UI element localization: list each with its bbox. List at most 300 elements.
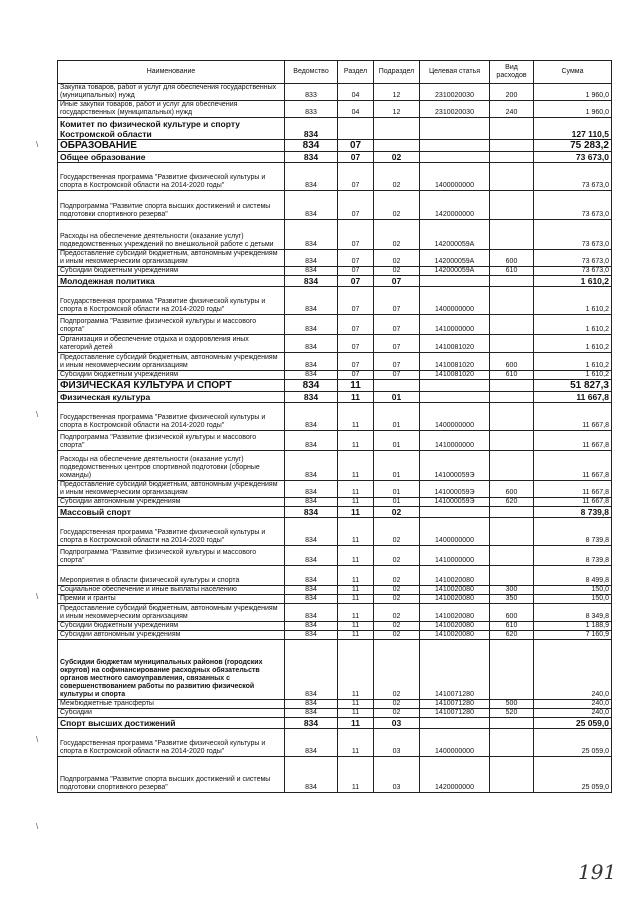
row-subsection: 03 [374,757,420,793]
row-name: Иные закупки товаров, работ и услуг для обеспечения государственных (муниципальных) нужд [58,101,285,118]
row-amount: 73 673,0 [534,163,612,191]
table-row [58,546,612,566]
row-department: 834 [285,595,338,604]
row-name: Предоставление субсидий бюджетным, автономным учреждениям и иным некоммерческим организациям [58,250,285,267]
table-row [58,586,612,595]
row-expense-type: 600 [490,604,534,622]
row-target-article: 1410020080 [420,566,490,586]
row-target-article: 1420000000 [420,191,490,220]
table-row [58,757,612,793]
table-row [58,380,612,392]
row-name: Физическая культура [58,392,285,403]
row-name: Расходы на обеспечение деятельности (оказание услуг) подведомственных центров спортивной подготовки (сборные команды) [58,451,285,481]
row-amount: 1 188,9 [534,622,612,631]
row-subsection: 03 [374,718,420,729]
row-target-article: 2310020030 [420,84,490,101]
row-department: 834 [285,191,338,220]
row-expense-type [490,380,534,392]
row-expense-type [490,220,534,250]
row-amount: 7 160,9 [534,631,612,640]
header-name: Наименование [58,61,285,84]
row-subsection: 01 [374,451,420,481]
row-subsection: 01 [374,481,420,498]
row-expense-type: 300 [490,586,534,595]
row-target-article: 1420000000 [420,757,490,793]
table-row [58,287,612,315]
table-row [58,431,612,451]
row-name: Закупка товаров, работ и услуг для обеспечения государственных (муниципальных) нужд [58,84,285,101]
row-section: 11 [338,595,374,604]
row-expense-type [490,518,534,546]
row-section: 04 [338,101,374,118]
row-name: Государственная программа "Развитие физической культуры и спорта в Костромской области на 2014-2020 годы" [58,403,285,431]
table-row [58,718,612,729]
row-section: 11 [338,481,374,498]
row-target-article [420,507,490,518]
row-department: 834 [285,118,338,140]
row-expense-type [490,729,534,757]
table-row [58,403,612,431]
row-target-article [420,140,490,152]
row-department: 834 [285,267,338,276]
header-section: Раздел [338,61,374,84]
table-row [58,631,612,640]
row-name: Мероприятия в области физической культуры и спорта [58,566,285,586]
row-section: 11 [338,431,374,451]
row-department: 834 [285,140,338,152]
row-expense-type: 240 [490,101,534,118]
row-subsection: 02 [374,267,420,276]
row-amount: 11 667,8 [534,481,612,498]
row-section: 11 [338,604,374,622]
row-subsection: 02 [374,507,420,518]
row-section: 07 [338,250,374,267]
row-department: 834 [285,709,338,718]
header-subsection: Подраздел [374,61,420,84]
row-name: Предоставление субсидий бюджетным, автономным учреждениям и иным некоммерческим организациям [58,604,285,622]
row-expense-type [490,392,534,403]
row-target-article: 1410071280 [420,709,490,718]
row-name: Подпрограмма "Развитие физической культуры и массового спорта" [58,546,285,566]
row-subsection: 02 [374,604,420,622]
row-target-article: 1410020080 [420,631,490,640]
row-department: 834 [285,566,338,586]
row-subsection: 07 [374,287,420,315]
row-target-article: 1410081020 [420,353,490,371]
row-amount: 1 610,2 [534,335,612,353]
row-section: 11 [338,700,374,709]
row-target-article: 1410081020 [420,371,490,380]
row-expense-type [490,287,534,315]
table-row [58,335,612,353]
row-amount: 73 673,0 [534,250,612,267]
row-section: 07 [338,315,374,335]
row-section: 11 [338,729,374,757]
row-expense-type: 620 [490,631,534,640]
row-department: 834 [285,220,338,250]
row-target-article: 1410071280 [420,700,490,709]
row-name: Социальное обеспечение и иные выплаты населению [58,586,285,595]
table-row [58,622,612,631]
budget-table [57,60,612,793]
row-amount: 11 667,8 [534,431,612,451]
row-amount: 25 059,0 [534,729,612,757]
row-department: 834 [285,335,338,353]
row-department: 833 [285,84,338,101]
budget-table-page [57,60,611,793]
row-subsection [374,118,420,140]
table-row [58,101,612,118]
table-row [58,729,612,757]
header-target-article: Целевая статья [420,61,490,84]
row-department: 834 [285,152,338,163]
row-expense-type [490,191,534,220]
row-expense-type [490,276,534,287]
table-row [58,84,612,101]
header-expense-type: Вид расходов [490,61,534,84]
row-section: 07 [338,267,374,276]
row-department: 834 [285,392,338,403]
row-department: 834 [285,718,338,729]
row-subsection: 02 [374,546,420,566]
row-target-article: 1410081020 [420,335,490,353]
row-subsection: 02 [374,152,420,163]
row-target-article: 2310020030 [420,101,490,118]
row-expense-type: 600 [490,353,534,371]
row-section: 07 [338,371,374,380]
row-expense-type [490,140,534,152]
row-amount: 11 667,8 [534,403,612,431]
row-section: 07 [338,287,374,315]
row-expense-type [490,163,534,191]
row-amount: 51 827,3 [534,380,612,392]
row-expense-type: 200 [490,84,534,101]
page-number: 191 [578,860,617,884]
row-subsection: 02 [374,220,420,250]
row-name: Массовый спорт [58,507,285,518]
row-name: Спорт высших достижений [58,718,285,729]
table-row [58,595,612,604]
row-subsection: 01 [374,403,420,431]
row-department: 834 [285,604,338,622]
row-target-article: 1400000000 [420,287,490,315]
row-subsection [374,140,420,152]
row-target-article: 1400000000 [420,518,490,546]
row-department: 834 [285,315,338,335]
row-section: 11 [338,518,374,546]
row-name: Подпрограмма "Развитие спорта высших достижений и системы подготовки спортивного резерва" [58,191,285,220]
row-target-article [420,380,490,392]
row-target-article [420,276,490,287]
row-subsection: 03 [374,729,420,757]
margin-mark: \ [36,735,39,744]
table-row [58,392,612,403]
row-expense-type: 500 [490,700,534,709]
row-subsection: 02 [374,640,420,700]
row-subsection: 01 [374,431,420,451]
row-amount: 1 610,2 [534,276,612,287]
row-target-article: 1410000000 [420,315,490,335]
row-expense-type: 520 [490,709,534,718]
row-amount: 1 610,2 [534,287,612,315]
table-row [58,700,612,709]
row-department: 834 [285,250,338,267]
row-name: Субсидии бюджетным учреждениям [58,622,285,631]
margin-mark: \ [36,140,39,149]
row-section: 11 [338,451,374,481]
table-row [58,191,612,220]
row-department: 834 [285,586,338,595]
row-department: 834 [285,622,338,631]
row-name: Премии и гранты [58,595,285,604]
row-amount: 25 059,0 [534,757,612,793]
row-name: Субсидии бюджетам муниципальных районов (городских округов) на софинансирование расходных обязательств органов местного самоуправления, связанных с совершенствованием работы по развитию физической культуры и спорта [58,640,285,700]
row-section: 07 [338,163,374,191]
row-amount: 8 739,8 [534,507,612,518]
row-subsection: 07 [374,353,420,371]
row-target-article: 141000059Э [420,451,490,481]
table-row [58,566,612,586]
row-name: ОБРАЗОВАНИЕ [58,140,285,152]
row-name: Государственная программа "Развитие физической культуры и спорта в Костромской области на 2014-2020 годы" [58,287,285,315]
row-expense-type: 620 [490,498,534,507]
row-amount: 1 960,0 [534,101,612,118]
table-row [58,276,612,287]
row-amount: 73 673,0 [534,220,612,250]
row-section: 11 [338,380,374,392]
row-department: 834 [285,380,338,392]
row-target-article: 1410000000 [420,431,490,451]
row-expense-type: 610 [490,267,534,276]
row-subsection: 02 [374,566,420,586]
row-amount: 127 110,5 [534,118,612,140]
row-target-article [420,392,490,403]
row-expense-type [490,315,534,335]
row-target-article [420,118,490,140]
row-target-article: 1410020080 [420,586,490,595]
row-section: 11 [338,718,374,729]
row-department: 834 [285,287,338,315]
row-expense-type [490,718,534,729]
row-subsection: 02 [374,586,420,595]
row-department: 834 [285,353,338,371]
row-target-article: 141000059Э [420,498,490,507]
row-amount: 8 739,8 [534,546,612,566]
row-amount: 1 610,2 [534,315,612,335]
row-target-article: 142000059А [420,250,490,267]
row-target-article: 1410071280 [420,640,490,700]
row-name: Расходы на обеспечение деятельности (оказание услуг) подведомственных учреждений по внешкольной работе с детьми [58,220,285,250]
row-target-article: 1400000000 [420,403,490,431]
row-target-article: 1410000000 [420,546,490,566]
table-row [58,371,612,380]
row-name: Подпрограмма "Развитие физической культуры и массового спорта" [58,315,285,335]
row-amount: 1 610,2 [534,371,612,380]
row-name: Молодежная политика [58,276,285,287]
row-amount: 11 667,8 [534,392,612,403]
row-amount: 150,0 [534,595,612,604]
row-target-article: 141000059Э [420,481,490,498]
header-amount: Сумма [534,61,612,84]
row-department: 834 [285,518,338,546]
table-row [58,481,612,498]
row-department: 834 [285,640,338,700]
row-subsection: 12 [374,84,420,101]
row-amount: 1 960,0 [534,84,612,101]
row-subsection: 07 [374,276,420,287]
row-name: ФИЗИЧЕСКАЯ КУЛЬТУРА И СПОРТ [58,380,285,392]
row-subsection: 12 [374,101,420,118]
row-section: 07 [338,191,374,220]
row-name: Комитет по физической культуре и спорту Костромской области [58,118,285,140]
table-row [58,220,612,250]
row-expense-type: 610 [490,622,534,631]
row-name: Государственная программа "Развитие физической культуры и спорта в Костромской области на 2014-2020 годы" [58,163,285,191]
row-section: 11 [338,498,374,507]
row-section: 11 [338,709,374,718]
row-name: Организация и обеспечение отдыха и оздоровления иных категорий детей [58,335,285,353]
row-department: 833 [285,101,338,118]
table-row [58,498,612,507]
row-section: 11 [338,622,374,631]
row-amount: 11 667,8 [534,498,612,507]
row-amount: 1 610,2 [534,353,612,371]
header-department: Ведомство [285,61,338,84]
row-name: Субсидии [58,709,285,718]
row-amount: 25 059,0 [534,718,612,729]
row-expense-type [490,152,534,163]
table-row [58,163,612,191]
row-section: 11 [338,586,374,595]
row-subsection: 07 [374,371,420,380]
row-section: 11 [338,403,374,431]
row-target-article: 1410020080 [420,622,490,631]
row-amount: 240,0 [534,640,612,700]
row-subsection: 02 [374,622,420,631]
row-expense-type: 600 [490,250,534,267]
row-section: 11 [338,631,374,640]
row-section: 07 [338,276,374,287]
table-row [58,140,612,152]
table-row [58,267,612,276]
table-row [58,315,612,335]
row-subsection: 07 [374,335,420,353]
table-row [58,451,612,481]
row-section: 11 [338,640,374,700]
table-row [58,250,612,267]
row-amount: 73 673,0 [534,267,612,276]
row-department: 834 [285,729,338,757]
row-expense-type [490,403,534,431]
row-expense-type [490,757,534,793]
row-expense-type [490,451,534,481]
row-department: 834 [285,431,338,451]
row-department: 834 [285,403,338,431]
row-subsection: 07 [374,315,420,335]
table-row [58,152,612,163]
row-subsection: 02 [374,191,420,220]
row-section: 07 [338,353,374,371]
row-target-article: 1400000000 [420,163,490,191]
row-expense-type: 600 [490,481,534,498]
table-row [58,709,612,718]
row-name: Субсидии бюджетным учреждениям [58,267,285,276]
row-target-article [420,152,490,163]
row-amount: 8 349,8 [534,604,612,622]
row-name: Субсидии автономным учреждениям [58,498,285,507]
row-section: 11 [338,546,374,566]
row-department: 834 [285,700,338,709]
row-expense-type [490,335,534,353]
margin-mark: \ [36,822,39,831]
row-expense-type: 610 [490,371,534,380]
row-subsection: 01 [374,498,420,507]
row-amount: 73 673,0 [534,191,612,220]
row-name: Подпрограмма "Развитие спорта высших достижений и системы подготовки спортивного резерва" [58,757,285,793]
row-amount: 8 739,8 [534,518,612,546]
row-subsection: 02 [374,595,420,604]
row-expense-type [490,507,534,518]
margin-mark: \ [36,410,39,419]
row-amount: 11 667,8 [534,451,612,481]
row-department: 834 [285,163,338,191]
row-name: Предоставление субсидий бюджетным, автономным учреждениям и иным некоммерческим организациям [58,481,285,498]
row-name: Общее образование [58,152,285,163]
row-department: 834 [285,507,338,518]
row-target-article: 142000059А [420,267,490,276]
row-section: 11 [338,392,374,403]
row-department: 834 [285,757,338,793]
row-expense-type [490,431,534,451]
row-name: Субсидии бюджетным учреждениям [58,371,285,380]
row-amount: 240,0 [534,700,612,709]
row-name: Государственная программа "Развитие физической культуры и спорта в Костромской области на 2014-2020 годы" [58,518,285,546]
row-name: Межбюджетные трансферты [58,700,285,709]
row-department: 834 [285,451,338,481]
row-subsection: 02 [374,250,420,267]
row-department: 834 [285,276,338,287]
row-amount: 75 283,2 [534,140,612,152]
row-expense-type [490,546,534,566]
row-section: 07 [338,220,374,250]
row-name: Государственная программа "Развитие физической культуры и спорта в Костромской области на 2014-2020 годы" [58,729,285,757]
row-department: 834 [285,371,338,380]
table-row [58,604,612,622]
row-section: 04 [338,84,374,101]
row-expense-type [490,118,534,140]
row-department: 834 [285,498,338,507]
row-subsection [374,380,420,392]
row-target-article: 142000059А [420,220,490,250]
row-target-article [420,718,490,729]
row-target-article: 1400000000 [420,729,490,757]
row-department: 834 [285,481,338,498]
row-expense-type [490,566,534,586]
row-target-article: 1410020080 [420,604,490,622]
row-department: 834 [285,546,338,566]
row-name: Субсидии автономным учреждениям [58,631,285,640]
table-header-row [58,61,612,84]
row-section: 11 [338,757,374,793]
row-amount: 240,0 [534,709,612,718]
row-amount: 8 499,8 [534,566,612,586]
table-body [58,84,612,793]
row-amount: 150,0 [534,586,612,595]
row-expense-type [490,640,534,700]
row-section [338,118,374,140]
row-section: 07 [338,335,374,353]
row-subsection: 01 [374,392,420,403]
